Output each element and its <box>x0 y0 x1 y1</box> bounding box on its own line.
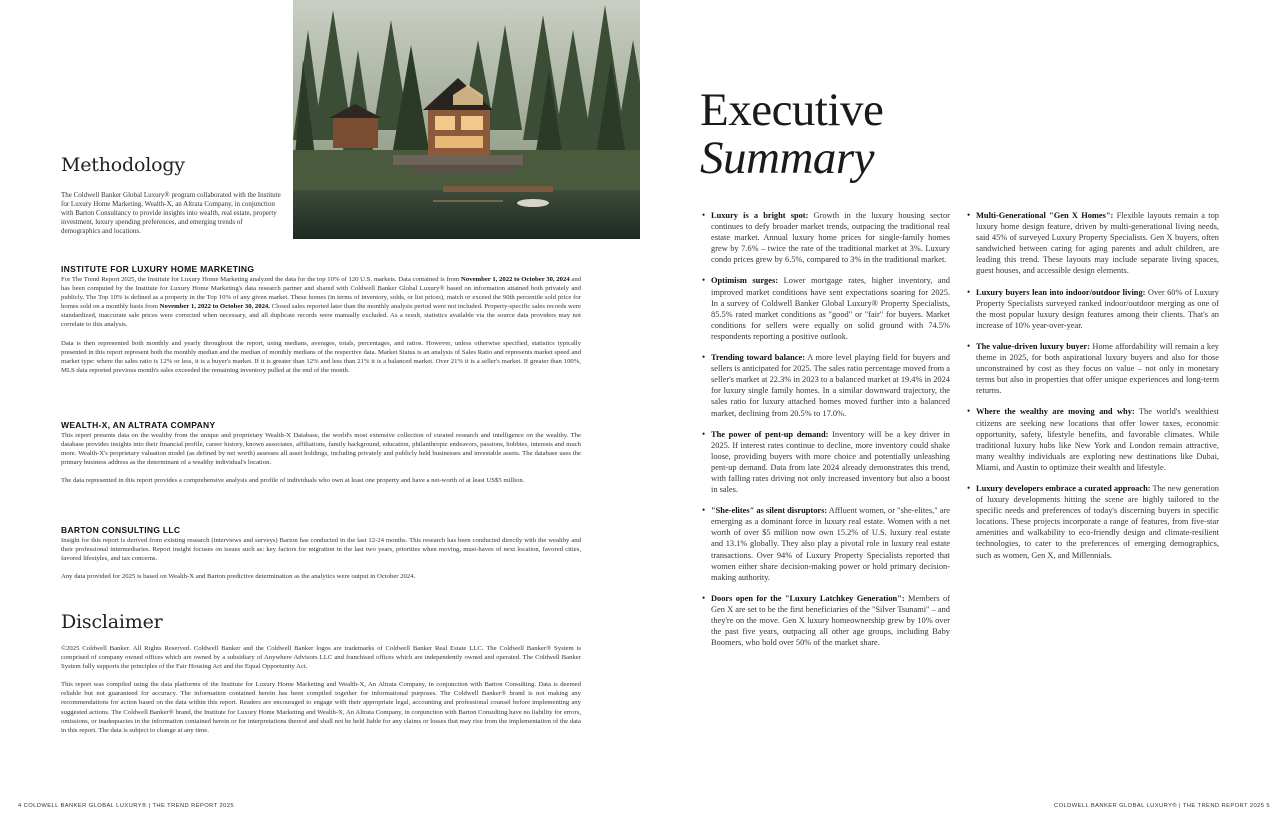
disclaimer-paragraph: This report was compiled using the data platforms of the Institute for Luxury Home Marketing and Wealth-X, An Altrata Company, in conjunction with Barton Consulting. Data is deemed reliable but not guaranteed for accuracy. The information contained herein has been compiled together for informational purposes. The Coldwell Banker® brand is not making any recommendations for action based on the data within this report. Readers are encouraged to engage with their appropriate legal, accounting and professional counsel before implementing any suggested actions. The Coldwell Banker® brand, the Institute for Luxury Home Marketing and Wealth-X, An Altrata Company, in conjunction with Barton Consulting have no liability for errors, omissions, or inadequacies in the information contained herein or for interpretations thereof and shall not be held liable for any claims or losses that may rise from the implementation of the data in this report. The data is subject to change at any time. <box>61 681 581 734</box>
summary-bullet: • Trending toward balance: A more level playing field for buyers and sellers is anticipated for 2025. The sales ratio percentage moved from a seller's market at 22.3% in 2023 to a balanced market at 19.4% in 2024 for luxury single family homes. In a similar downward trajectory, the sales ratio for luxury attached homes moved further into a balanced market, declining from 20.5% to 17.0%. <box>702 352 950 419</box>
footer-left: 4 COLDWELL BANKER GLOBAL LUXURY® | THE TREND REPORT 2025 <box>18 803 234 809</box>
summary-title: Summary <box>700 132 875 184</box>
section-paragraph: Insight for this report is derived from existing research (interviews and surveys) Barton has conducted in the last 12-24 months. This research has been conducted directly with the wealthy and their professional intermediaries. Report insight focuses on issues such as: key factors for migration in the last two years, priorities when moving, must-haves of next location, favored cities, favored lifestyles, and tax concerns. <box>61 537 581 563</box>
summary-bullet: • Multi-Generational "Gen X Homes": Flexible layouts remain a top luxury home design feature, driven by multi-generational living needs, said 45% of surveyed Luxury Property Specialists. Gen X buyers, often sandwiched between caring for aging parents and adult children, are leading this trend. These layouts may include separate living spaces, guest houses, and accessible design elements. <box>967 210 1219 277</box>
lake-house-illustration <box>293 0 640 239</box>
executive-title: Executive <box>700 84 884 136</box>
summary-bullet: • Luxury is a bright spot: Growth in the luxury housing sector continues to defy broader market trends, outpacing the traditional real estate market. Annual luxury home prices for single-family homes grew by 7.6% – twice the rate of the traditional market at 3%. Luxury condo prices grew by 6.5%, compared to 3% in the traditional market. <box>702 210 950 265</box>
section-paragraph: Any data provided for 2025 is based on Wealth-X and Barton predictive determination as the analytics were output in October 2024. <box>61 573 416 581</box>
summary-column-2 <box>967 210 1219 571</box>
summary-bullet: • "She-elites" as silent disruptors: Affluent women, or "she-elites," are emerging as a dominant force in luxury real estate. Women with a net worth of over $5 million now own 15.2% of U.S. luxury real estate and 13.1% globally. They also play a pivotal role in luxury real estate transactions. Over 94% of Luxury Property Specialists reported that women either share decision-making power or hold primary decision-making authority. <box>702 505 950 583</box>
right-page <box>640 0 1280 828</box>
summary-bullet: • Where the wealthy are moving and why: The world's wealthiest citizens are seeking new locations that offer lower taxes, economic opportunity, safety, lifestyle benefits, and favorable climates. While traditional luxury hubs like New York and London remain attractive, many wealthy individuals are exploring new destinations like Dubai, Miami, and Austin to optimize their wealth and lifestyle. <box>967 406 1219 473</box>
section-heading: BARTON CONSULTING LLC <box>61 525 181 535</box>
section-heading: INSTITUTE FOR LUXURY HOME MARKETING <box>61 264 255 274</box>
summary-bullet: • Optimism surges: Lower mortgage rates, higher inventory, and improved market conditions have sent expectations soaring for 2025. In a survey of Coldwell Banker Global Luxury® Property Specialists, 85.5% rated market conditions as "good" or "fair" for buyers. Market conditions for sellers were equally on solid ground with 74.5% respondents reporting a positive outlook. <box>702 275 950 342</box>
footer-right: COLDWELL BANKER GLOBAL LUXURY® | THE TREND REPORT 2025 5 <box>1054 803 1270 809</box>
section-barton <box>61 525 581 590</box>
section-paragraph: Data is then represented both monthly and yearly throughout the report, using medians, averages, totals, percentages, and ratios. However, unless otherwise specified, statistics typically presented in this report represent both the monthly median and the median of monthly medians of the respective data. Market Status is an analysis of Sales Ratio and represents market speed and market type: where the sales ratio is 12% or less, it is a buyer's market. If it is greater than 12% and less than 21% it is a balanced market. Over 21% it is a seller's market. If greater than 100%, MLS data reported previous month's sales exceeded the remaining inventory pulled at the end of the month. <box>61 339 581 374</box>
lake-house-photo <box>293 0 640 239</box>
section-paragraph: The data represented in this report provides a comprehensive analysis and profile of individuals who own at least one property and have a net-worth of at least US$5 million. <box>61 477 525 485</box>
disclaimer-paragraph: ©2025 Coldwell Banker. All Rights Reserved. Coldwell Banker and the Coldwell Banker logos are trademarks of Coldwell Banker Real Estate LLC. The Coldwell Banker® System is comprised of company owned offices which are owned by a subsidiary of Anywhere Advisors LLC and franchised offices which are independently owned and operated. The Coldwell Banker System fully supports the principles of the Fair Housing Act and the Equal Opportunity Act. <box>61 645 581 671</box>
section-paragraph: This report presents data on the wealthy from the unique and proprietary Wealth-X Database, the world's most extensive collection of curated research and intelligence on the wealthy. The database provides insights into their financial profile, career history, known associates, affiliations, family background, education, philanthropic endeavors, passions, hobbies, interests and much more. Wealth-X's proprietary valuation model (as defined by net worth) assesses all asset holdings, including privately and publicly held businesses and investable assets. The database uses the primary business address as the determinant of a wealthy individual's location. <box>61 432 581 467</box>
section-ilhm <box>61 264 581 384</box>
summary-bullet: • Luxury developers embrace a curated approach: The new generation of luxury developments hitting the scene are highly tailored to the specific needs and preferences of today's discerning buyers in specific locations. These projects incorporate a range of features, from five-star amenities and walkability to eco-friendly design and climate-resilient technologies, to cater to the preferences of emerging demographics, such as women, Gen X, and Millennials. <box>967 483 1219 561</box>
summary-bullet: • Luxury buyers lean into indoor/outdoor living: Over 60% of Luxury Property Specialists surveyed ranked indoor/outdoor merging as one of the most popular luxury design features among their clients. That's an increase of 10% year-over-year. <box>967 287 1219 331</box>
disclaimer-body <box>61 644 581 744</box>
section-heading: WEALTH-X, AN ALTRATA COMPANY <box>61 420 216 430</box>
summary-bullet: • Doors open for the "Luxury Latchkey Generation": Members of Gen X are set to be the first beneficiaries of the "Silver Tsunami" – and they're on the move. Gen X luxury homeownership grew by 10% over the past five years, outpacing all other age groups, including Baby Boomers, who hold over 50% of the market share. <box>702 593 950 648</box>
methodology-title: Methodology <box>61 154 185 176</box>
summary-bullet: • The value-driven luxury buyer: Home affordability will remain a key theme in 2025, for both aspirational luxury buyers and also for those unconstrained by cost as they focus on value – not only in monetary terms but also in properties that offer unique experiences and long-term returns. <box>967 341 1219 396</box>
methodology-intro: The Coldwell Banker Global Luxury® program collaborated with the Institute for Luxury Home Marketing, Wealth-X, an Altrata Company, in conjunction with Barton Consultancy to provide insights into wealth, real estate, property investment, luxury spending preferences, and emerging trends of demographics and locations. <box>61 191 281 235</box>
section-paragraph: For The Trend Report 2025, the Institute for Luxury Home Marketing analyzed the data for the top 10% of 120 U.S. markets. Data contained is from November 1, 2022 to October 30, 2024 and has been computed by the Institute for Luxury Home Marketing's data research partner and shared with Coldwell Banker Global Luxury® based on information attained both privately and publicly. The Top 10% is defined as a property in the Top 10% of any given market. These homes (in terms of inventory, solds, or list prices), match or exceed the 90th percentile sold price for homes sold on a monthly basis from November 1, 2022 to October 30, 2024. Closed sales reported later than the monthly analysis period were not included. Property-specific sales records were standardized, inaccurate sale prices were corrected when necessary, and all duplicate records were manually excluded. As a result, statistics available via the source data providers may not correlate to this analysis. <box>61 276 582 329</box>
summary-column-1 <box>702 210 950 658</box>
section-wealthx <box>61 420 581 494</box>
disclaimer-title: Disclaimer <box>61 611 163 633</box>
summary-bullet: • The power of pent-up demand: Inventory will be a key driver in 2025. If interest rates continue to decline, more inventory could shake loose, providing buyers with more choice and potentially unleashing pent-up demand. Data from late 2024 already demonstrates this trend, with falling rates driving not only increased inventory but also a boost in sales. <box>702 429 950 496</box>
